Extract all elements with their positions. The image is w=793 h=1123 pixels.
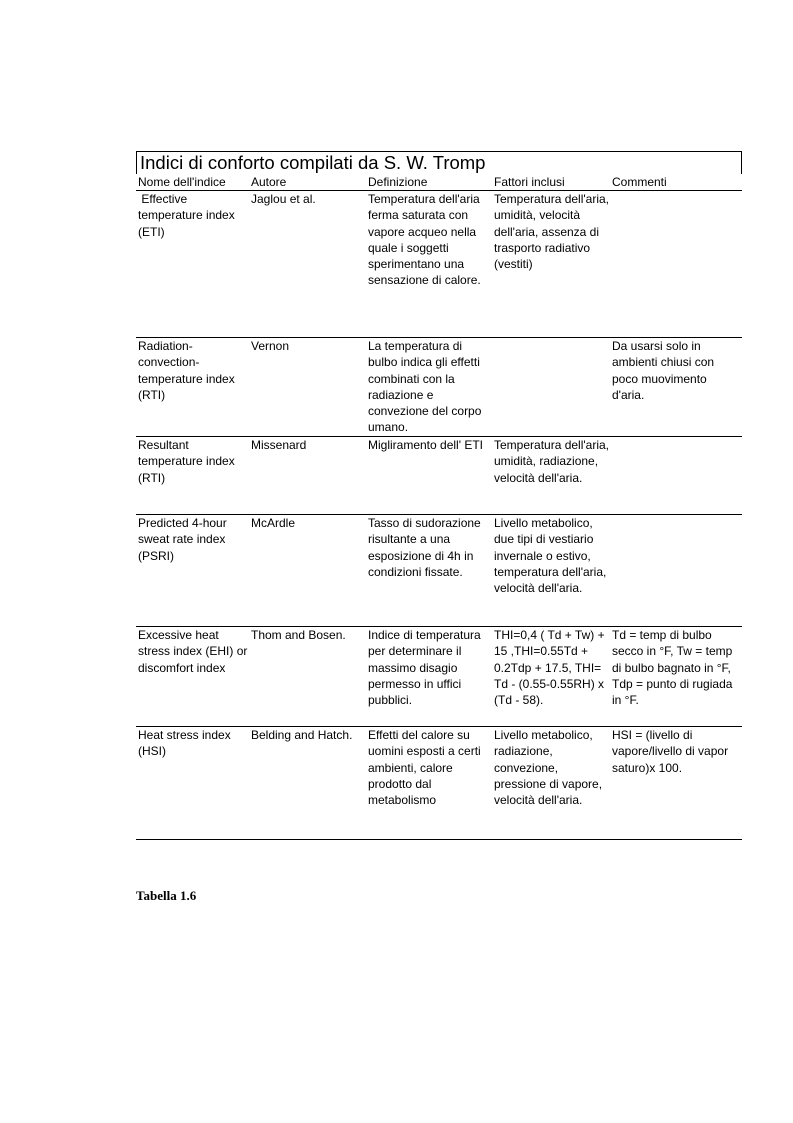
- indices-table: [136, 174, 742, 840]
- cell-factors: THI=0,4 ( Td + Tw) + 15 ,THI=0.55Td + 0.2Tdp + 17.5, THI= Td - (0.55-0.55RH) x (Td - 58).: [492, 627, 610, 727]
- cell-comments: [610, 437, 742, 515]
- cell-name: Effective temperature index (ETI): [136, 191, 249, 338]
- cell-author: Belding and Hatch.: [249, 727, 366, 840]
- table-title: Indici di conforto compilati da S. W. Tromp: [140, 152, 486, 173]
- table-caption: Tabella 1.6: [136, 888, 197, 903]
- cell-definition: Effetti del calore su uomini esposti a certi ambienti, calore prodotto dal metabolismo: [366, 727, 492, 840]
- cell-comments: Da usarsi solo in ambienti chiusi con poco muovimento d'aria.: [610, 338, 742, 437]
- cell-name: Resultant temperature index (RTI): [136, 437, 249, 515]
- table-row: [136, 727, 742, 840]
- cell-definition: Indice di temperatura per determinare il massimo disagio permesso in uffici pubblici.: [366, 627, 492, 727]
- cell-author: Missenard: [249, 437, 366, 515]
- comfort-indices-table: [136, 151, 742, 840]
- cell-definition: Tasso di sudorazione risultante a una esposizione di 4h in condizioni fissate.: [366, 515, 492, 627]
- header-name: Nome dell'indice: [136, 174, 249, 191]
- cell-definition: Migliramento dell' ETI: [366, 437, 492, 515]
- table-row: [136, 437, 742, 515]
- header-author: Autore: [249, 174, 366, 191]
- cell-factors: Livello metabolico, radiazione, convezione, pressione di vapore, velocità dell'aria.: [492, 727, 610, 840]
- cell-author: Vernon: [249, 338, 366, 437]
- header-row: [136, 174, 742, 191]
- cell-comments: Td = temp di bulbo secco in °F, Tw = temp di bulbo bagnato in °F, Tdp = punto di rugiada in °F.: [610, 627, 742, 727]
- table-row: [136, 627, 742, 727]
- cell-name: Excessive heat stress index (EHI) or discomfort index: [136, 627, 249, 727]
- cell-factors: Livello metabolico, due tipi di vestiario invernale o estivo, temperatura dell'aria, velocità dell'aria.: [492, 515, 610, 627]
- cell-author: Thom and Bosen.: [249, 627, 366, 727]
- table-row: [136, 515, 742, 627]
- cell-definition: La temperatura di bulbo indica gli effetti combinati con la radiazione e convezione del corpo umano.: [366, 338, 492, 437]
- table-title-row: [136, 151, 742, 174]
- cell-definition: Temperatura dell'aria ferma saturata con vapore acqueo nella quale i soggetti sperimentano una sensazione di calore.: [366, 191, 492, 338]
- cell-author: McArdle: [249, 515, 366, 627]
- cell-comments: [610, 515, 742, 627]
- cell-comments: HSI = (livello di vapore/livello di vapor saturo)x 100.: [610, 727, 742, 840]
- cell-author: Jaglou et al.: [249, 191, 366, 338]
- cell-comments: [610, 191, 742, 338]
- table-row: [136, 338, 742, 437]
- header-factors: Fattori inclusi: [492, 174, 610, 191]
- cell-factors: Temperatura dell'aria, umidità, velocità dell'aria, assenza di trasporto radiativo (vestiti): [492, 191, 610, 338]
- table-row: [136, 191, 742, 338]
- cell-factors: Temperatura dell'aria, umidità, radiazione, velocità dell'aria.: [492, 437, 610, 515]
- cell-name: Heat stress index (HSI): [136, 727, 249, 840]
- cell-name: Predicted 4-hour sweat rate index (PSRI): [136, 515, 249, 627]
- header-definition: Definizione: [366, 174, 492, 191]
- cell-name: Radiation-convection-temperature index (RTI): [136, 338, 249, 437]
- cell-factors: [492, 338, 610, 437]
- header-comments: Commenti: [610, 174, 742, 191]
